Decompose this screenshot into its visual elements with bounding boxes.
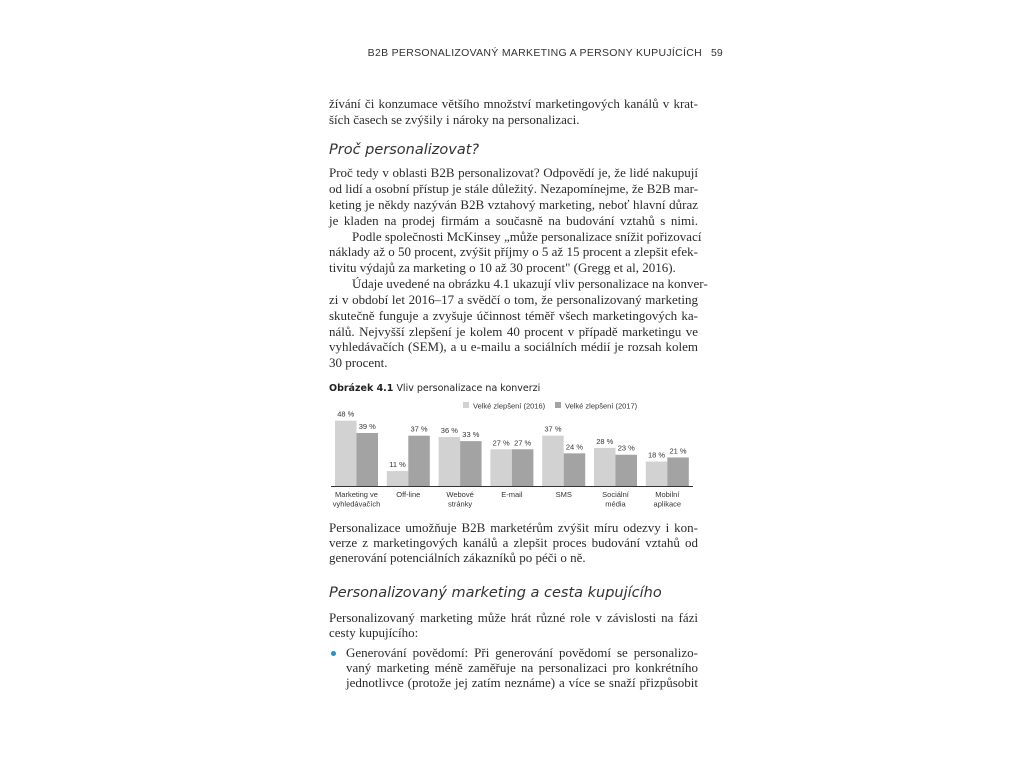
text-line: od lidí a osobní přístup je stále důležitý. Nezapomínejme, že B2B mar-	[329, 181, 699, 196]
bar	[616, 455, 638, 486]
text-line: verze z marketingových kanálů a zlepšit proces budování vztahů od	[329, 535, 698, 550]
bar	[646, 462, 668, 486]
text-line: náklady až o 50 procent, zvýšit příjmy o 5 až 15 procent a zlepšit efek-	[329, 244, 698, 259]
figure-label: Obrázek 4.1	[329, 383, 394, 394]
bar	[667, 457, 689, 486]
text-line: keting je někdy nazýván B2B vztahový marketing, neboť hlavní důraz	[329, 197, 698, 212]
data-label: 39 %	[358, 421, 376, 431]
data-label: 27 %	[514, 438, 532, 448]
text-line: Generování povědomí: Při generování povědomí se personalizo-	[346, 645, 698, 660]
category-label: Off-line	[396, 490, 421, 499]
bar	[564, 453, 586, 486]
running-header: B2B PERSONALIZOVANÝ MARKETING A PERSONY KUPUJÍCÍCH	[367, 47, 702, 59]
legend-label: Velké zlepšení (2016)	[473, 401, 546, 411]
category-label: SMS	[555, 490, 572, 499]
category-label: stránky	[448, 499, 473, 509]
text-line: vyhledávačích (SEM), a u e-mailu a sociálních médií je rozsah kolem	[329, 339, 698, 354]
data-label: 33 %	[462, 430, 480, 440]
text-line: zi v období let 2016–17 a svědčí o tom, že personalizovaný marketing	[329, 292, 698, 307]
text-line: Údaje uvedené na obrázku 4.1 ukazují vliv personalizace na konver-	[352, 276, 708, 291]
category-label: Webové	[446, 490, 474, 499]
data-label: 23 %	[617, 443, 635, 453]
bar	[357, 433, 379, 486]
figure-title: Vliv personalizace na konverzi	[396, 383, 541, 394]
data-label: 27 %	[492, 438, 510, 448]
bar	[594, 448, 616, 486]
text-line: žívání či konzumace většího množství marketingových kanálů v krat-	[329, 96, 698, 111]
data-label: 24 %	[565, 442, 584, 452]
category-label: Sociální	[602, 490, 629, 499]
bar	[490, 449, 512, 486]
data-label: 48 %	[337, 409, 355, 419]
text-line: Personalizovaný marketing může hrát různé role v závislosti na fázi	[329, 610, 698, 625]
bar	[387, 471, 409, 486]
text-line: 30 procent.	[329, 355, 388, 370]
text-line: cesty kupujícího:	[329, 625, 419, 640]
bar	[439, 437, 461, 486]
legend-label: Velké zlepšení (2017)	[565, 401, 638, 411]
bar	[408, 436, 430, 486]
text-line: Proč tedy v oblasti B2B personalizovat? Odpovědí je, že lidé nakupují	[329, 165, 698, 180]
text-line: vaný marketing méně zaměřuje na personalizaci pro konkrétního	[346, 660, 698, 675]
text-line: skutečně funguje a zvyšuje účinnost téměř všech marketingových ka-	[329, 308, 698, 323]
data-label: 37 %	[410, 424, 428, 434]
category-label: E-mail	[501, 490, 523, 499]
text-line: generování potenciálních zákazníků po péči o ně.	[329, 550, 586, 565]
bar	[542, 436, 564, 486]
category-label: aplikace	[653, 499, 682, 509]
text-line: Personalizace umožňuje B2B marketérům zvýšit míru odezvy i kon-	[329, 520, 698, 535]
data-label: 18 %	[647, 450, 666, 460]
category-label: Marketing ve	[335, 490, 378, 499]
bullet-icon	[331, 651, 336, 656]
data-label: 37 %	[544, 424, 562, 434]
text-line: Podle společnosti McKinsey „může personalizace snížit pořizovací	[352, 229, 702, 244]
category-label: média	[605, 499, 626, 509]
category-label: Mobilní	[655, 490, 680, 499]
data-label: 11 %	[389, 460, 406, 470]
data-label: 28 %	[596, 436, 614, 446]
text-line: jednotlivce (protože jej zatím neznáme) a více se snaží přizpůsobit	[346, 675, 698, 690]
legend-swatch	[555, 402, 561, 408]
category-label: vyhledávačích	[332, 499, 381, 509]
text-line: nálů. Nejvyšší zlepšení je kolem 40 procent v případě marketingu ve	[329, 324, 698, 339]
bar	[460, 441, 482, 486]
legend-swatch	[463, 402, 469, 408]
page-number: 59	[711, 47, 723, 59]
bar	[335, 421, 357, 486]
text-line: je kladen na prodej firmám a současně na budování vztahů s nimi.	[329, 213, 698, 228]
data-label: 36 %	[440, 426, 458, 436]
section-heading: Proč personalizovat?	[329, 142, 480, 158]
text-line: ších časech se zvýšily i nároky na personalizaci.	[329, 112, 580, 127]
bar	[512, 449, 534, 486]
section-heading: Personalizovaný marketing a cesta kupujícího	[329, 585, 662, 601]
text-line: tivitu výdajů za marketing o 10 až 30 procent" (Gregg et al, 2016).	[329, 260, 676, 275]
data-label: 21 %	[669, 446, 687, 456]
